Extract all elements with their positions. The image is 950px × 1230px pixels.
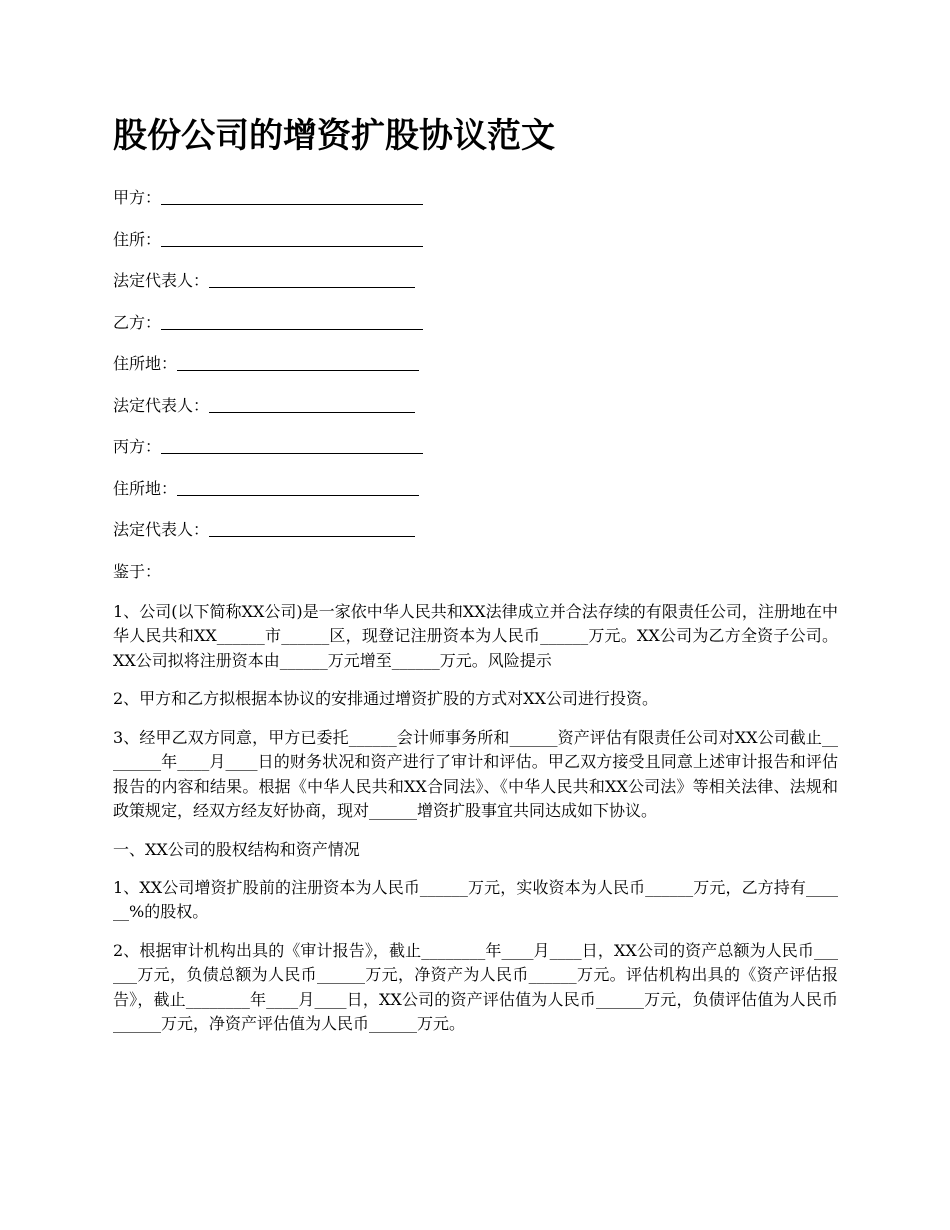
recital-paragraph-2: 2、甲方和乙方拟根据本协议的安排通过增资扩股的方式对XX公司进行投资。 [113, 689, 658, 708]
recital-label: 鉴于： [113, 561, 162, 581]
party-a-address-line [113, 228, 838, 252]
party-c-address-label: 住所地： [113, 478, 178, 498]
party-c-representative-line [113, 518, 838, 542]
party-b-address-label: 住所地： [113, 354, 178, 373]
document-page [113, 112, 838, 1051]
party-c-representative-label: 法定代表人： [113, 520, 210, 539]
party-b-label: 乙方： [113, 312, 162, 332]
party-b-representative-line [113, 394, 838, 418]
party-b-address-blank [177, 354, 419, 371]
party-c-label: 丙方： [113, 437, 162, 456]
clause-1-2: 2、根据审计机构出具的《审计报告》，截止________年____月____日，XX公司的资产总额为人民币______万元，负债总额为人民币______万元，净资产为人民币______万元。评估机构出具的《资产评估报告》，截止________年____月____日，XX公司的资产评估值为人民币______万元，负债评估值为人民币______万元，净资产评估值为人民币______万元。 [113, 940, 838, 1033]
party-a-line [113, 186, 838, 210]
party-b-blank [161, 313, 423, 330]
party-b-line [113, 311, 838, 335]
party-b-representative-label: 法定代表人： [113, 395, 210, 415]
party-c-address-line [113, 477, 838, 501]
party-b-address-line [113, 352, 838, 376]
party-a-blank [161, 188, 423, 205]
party-a-representative-label: 法定代表人： [113, 271, 210, 290]
party-c-blank [161, 437, 423, 454]
party-a-address-label: 住所： [113, 229, 162, 249]
party-c-representative-blank [209, 520, 415, 537]
party-a-representative-blank [209, 271, 415, 288]
document-title: 股份公司的增资扩股协议范文 [113, 116, 555, 156]
party-a-address-blank [161, 230, 423, 247]
party-c-line [113, 435, 838, 459]
recital-paragraph-3: 3、经甲乙双方同意，甲方已委托______会计师事务所和______资产评估有限责任公司对XX公司截止________年____月____日的财务状况和资产进行了审计和评估。甲乙双方接受且同意上述审计报告和评估报告的内容和结果。根据《中华人民共和XX合同法》、《中华人民共和XX公司法》等相关法律、法规和政策规定，经双方经友好协商，现对______增资扩股事宜共同达成如下协议。 [113, 727, 838, 820]
clause-1-1: 1、XX公司增资扩股前的注册资本为人民币______万元，实收资本为人民币______万元，乙方持有______%的股权。 [113, 877, 838, 921]
party-a-label: 甲方： [113, 188, 162, 207]
section-heading-1: 一、XX公司的股权结构和资产情况 [113, 839, 360, 859]
recital-paragraph-1: 1、公司(以下简称XX公司)是一家依中华人民共和XX法律成立并合法存续的有限责任公司，注册地在中华人民共和XX______市______区，现登记注册资本为人民币______万元。XX公司为乙方全资子公司。XX公司拟将注册资本由______万元增至______万元。风险提示 [113, 601, 838, 670]
party-a-representative-line [113, 269, 838, 293]
party-b-representative-blank [209, 396, 415, 413]
party-c-address-blank [177, 479, 419, 496]
